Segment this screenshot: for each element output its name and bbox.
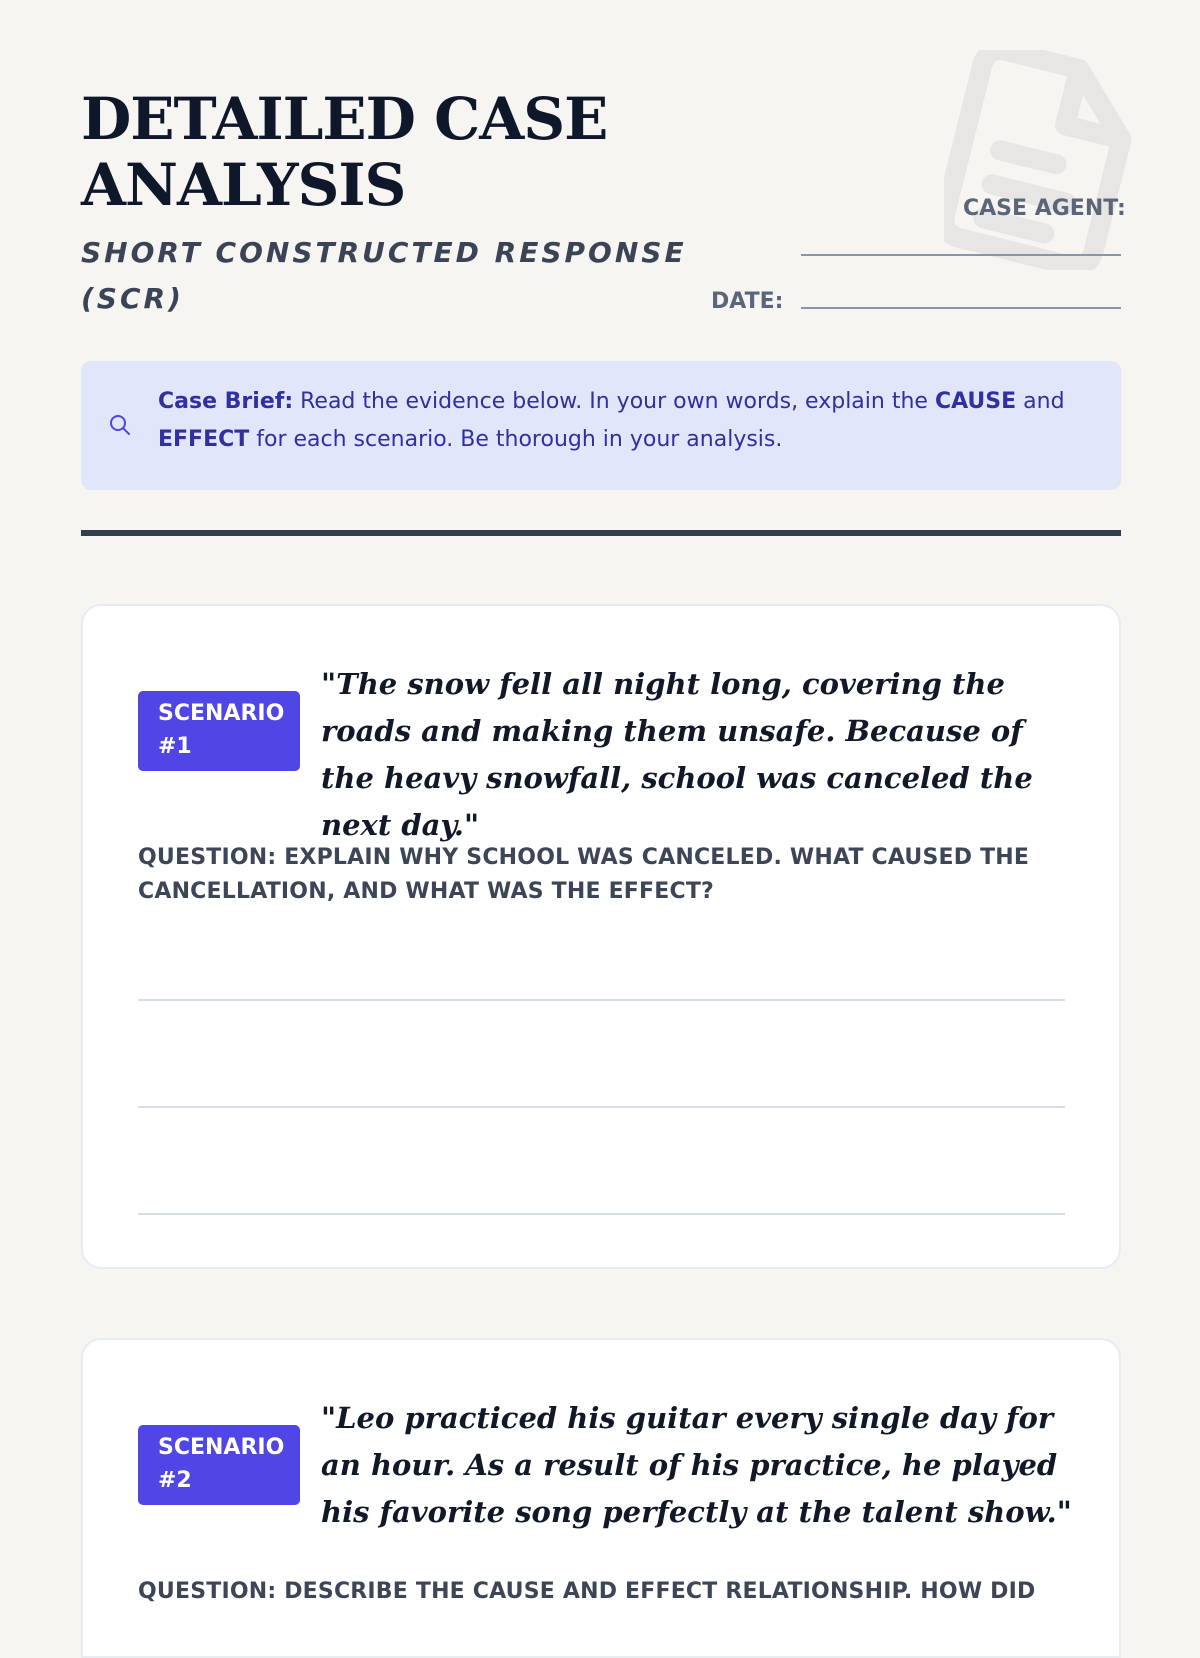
cause-keyword: CAUSE xyxy=(934,389,1017,414)
case-brief-text-part-3: for each scenario. Be thorough in your analysis. xyxy=(249,427,783,452)
scenario-badge-line-1: SCENARIO xyxy=(158,701,285,726)
date-field[interactable] xyxy=(801,307,1121,309)
scenario-question: QUESTION: EXPLAIN WHY SCHOOL WAS CANCELED. WHAT CAUSED THE CANCELLATION, AND WHAT WAS THE EFFECT? xyxy=(138,845,1030,904)
effect-keyword: EFFECT xyxy=(158,427,250,452)
search-icon xyxy=(108,413,132,437)
case-brief-text-part-2: and xyxy=(1016,389,1065,414)
case-brief-text-part-1: Read the evidence below. In your own words, explain the xyxy=(293,389,935,414)
case-brief-text xyxy=(158,383,1078,459)
scenario-badge-line-1: SCENARIO xyxy=(158,1435,285,1460)
scenario-quote: "Leo practiced his guitar every single day for an hour. As a result of his practice, he played his favorite song perfectly at the talent show." xyxy=(321,1401,1072,1529)
case-brief xyxy=(81,361,1121,490)
date-label: DATE: xyxy=(711,289,784,314)
scenario-card-2 xyxy=(81,1338,1121,1658)
case-agent-label: CASE AGENT: xyxy=(963,196,1126,221)
section-divider xyxy=(81,530,1121,536)
scenario-question: QUESTION: DESCRIBE THE CAUSE AND EFFECT RELATIONSHIP. HOW DID xyxy=(138,1579,1036,1604)
scenario-badge-line-2: #1 xyxy=(158,734,192,759)
scenario-badge xyxy=(138,691,300,771)
page-subtitle: SHORT CONSTRUCTED RESPONSE (SCR) xyxy=(81,236,687,315)
case-brief-label: Case Brief: xyxy=(158,389,294,414)
scenario-card-1 xyxy=(81,604,1121,1269)
document-icon xyxy=(944,50,1134,270)
answer-line[interactable] xyxy=(138,1106,1065,1108)
scenario-quote: "The snow fell all night long, covering the roads and making them unsafe. Because of the heavy snowfall, school was canceled the next day." xyxy=(321,667,1033,842)
answer-line[interactable] xyxy=(138,1213,1065,1215)
case-agent-field[interactable] xyxy=(801,254,1121,256)
page-title: DETAILED CASE ANALYSIS xyxy=(81,85,608,219)
scenario-badge-line-2: #2 xyxy=(158,1468,192,1493)
scenario-badge xyxy=(138,1425,300,1505)
answer-line[interactable] xyxy=(138,999,1065,1001)
